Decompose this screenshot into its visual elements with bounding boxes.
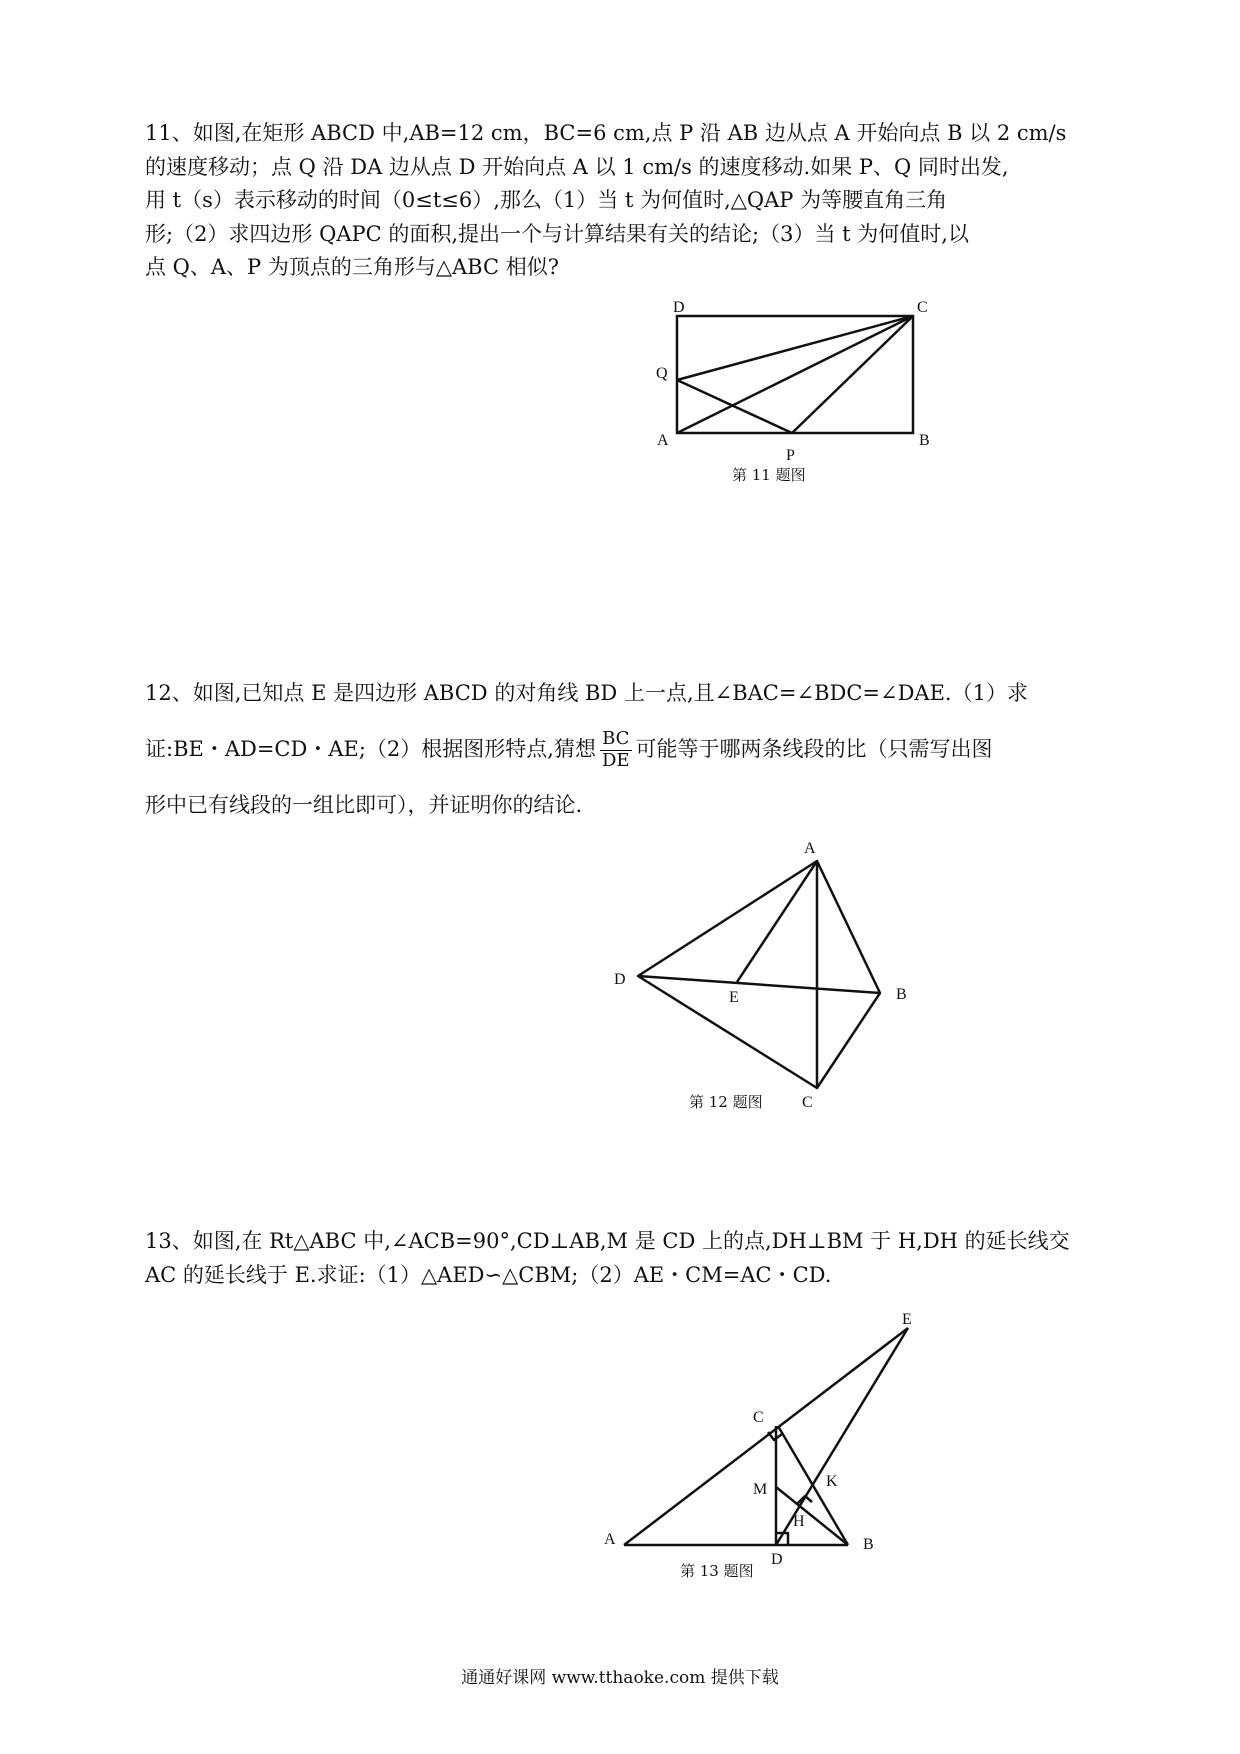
fraction-denominator: DE: [601, 750, 630, 771]
quadrilateral-abcd: [638, 861, 880, 1088]
fig13-label-m: M: [753, 1481, 768, 1498]
segment-qc: [677, 316, 913, 380]
q12-line-3: 形中已有线段的一组比即可），并证明你的结论.: [145, 793, 583, 817]
fig13-label-h: H: [793, 1513, 805, 1530]
fig13-label-b: B: [863, 1536, 874, 1553]
fig11-label-d: D: [673, 299, 685, 316]
figure-12: [638, 861, 880, 1088]
q11-line-1: 11、如图,在矩形 ABCD 中,AB=12 cm，BC=6 cm,点 P 沿 AB 边从点 A 开始向点 B 以 2 cm/s: [145, 121, 1067, 145]
q13-line-2: AC 的延长线于 E.求证:（1）△AED∽△CBM;（2）AE・CM=AC・CD.: [145, 1262, 832, 1287]
fig13-label-k: K: [826, 1473, 838, 1490]
page-footer: 通通好课网 www.tthaoke.com 提供下载: [461, 1668, 779, 1688]
fig12-label-b: B: [896, 986, 907, 1003]
segment-ae: [624, 1328, 908, 1545]
q12-line-1: 12、如图,已知点 E 是四边形 ABCD 的对角线 BD 上一点,且∠BAC=∠BDC=∠DAE.（1）求: [145, 681, 1028, 705]
figure-11: [677, 316, 913, 433]
fig13-label-d: D: [771, 1551, 783, 1568]
fig11-label-q: Q: [656, 365, 668, 382]
q12-line-2-pre: 证:BE・AD=CD・AE;（2）根据图形特点,猜想: [145, 737, 596, 761]
fig13-label-a: A: [604, 1531, 616, 1548]
fig12-label-e: E: [729, 989, 739, 1006]
fraction-numerator: BC: [600, 729, 632, 751]
q11-line-2: 的速度移动；点 Q 沿 DA 边从点 D 开始向点 A 以 1 cm/s 的速度移动.如果 P、Q 同时出发,: [145, 154, 1009, 179]
figure-13: [624, 1328, 908, 1545]
fig11-label-b: B: [919, 432, 930, 449]
segment-ac: [677, 316, 913, 433]
fig13-label-c: C: [753, 1409, 764, 1426]
q11-line-3: 用 t（s）表示移动的时间（0≤t≤6）,那么（1）当 t 为何值时,△QAP 为等腰直角三角: [145, 188, 948, 213]
q12-line-2-post: 可能等于哪两条线段的比（只需写出图: [635, 737, 993, 761]
fig11-caption: 第 11 题图: [732, 466, 806, 484]
fig13-caption: 第 13 题图: [680, 1562, 754, 1580]
fig13-label-e: E: [902, 1311, 912, 1328]
q11-line-5: 点 Q、A、P 为顶点的三角形与△ABC 相似?: [145, 255, 560, 280]
fig12-caption: 第 12 题图: [689, 1093, 763, 1111]
fig11-label-c: C: [917, 299, 928, 316]
fig12-label-a: A: [804, 840, 816, 857]
diagonal-bd: [638, 976, 880, 993]
q11-line-4: 形;（2）求四边形 QAPC 的面积,提出一个与计算结果有关的结论;（3）当 t 为何值时,以: [145, 221, 969, 246]
fig12-label-d: D: [614, 971, 626, 988]
segment-ae: [737, 861, 817, 982]
fig12-label-c: C: [802, 1094, 813, 1111]
q13-line-1: 13、如图,在 Rt△ABC 中,∠ACB=90°,CD⊥AB,M 是 CD 上的点,DH⊥BM 于 H,DH 的延长线交: [145, 1229, 1070, 1253]
fig11-label-p: P: [786, 447, 795, 464]
fig11-label-a: A: [657, 432, 669, 449]
